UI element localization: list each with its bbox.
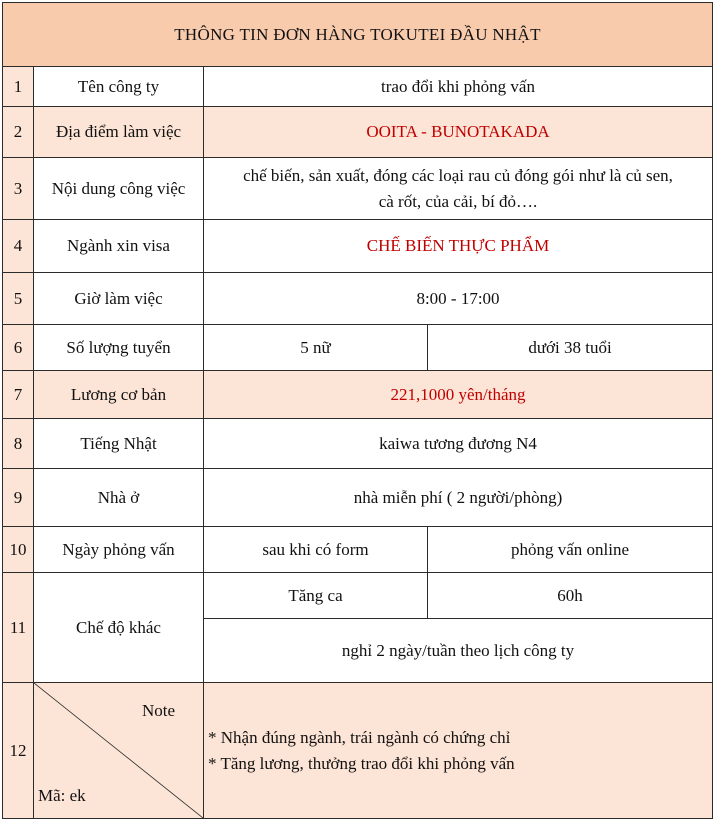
row-number: 7 xyxy=(3,371,34,419)
value-days-off: nghỉ 2 ngày/tuần theo lịch công ty xyxy=(204,619,713,683)
label-interview-date: Ngày phỏng vấn xyxy=(34,527,204,573)
label-housing: Nhà ở xyxy=(34,469,204,527)
label-working-hours: Giờ làm việc xyxy=(34,273,204,325)
label-work-location: Địa điểm làm việc xyxy=(34,107,204,158)
row-number: 9 xyxy=(3,469,34,527)
row-number: 6 xyxy=(3,325,34,371)
note-content xyxy=(204,683,713,819)
job-content-line-2: cà rốt, của cải, bí đỏ…. xyxy=(378,191,538,211)
row-number: 2 xyxy=(3,107,34,158)
code-label: Mã: ek xyxy=(38,786,86,805)
value-base-salary: 221,1000 yên/tháng xyxy=(204,371,713,419)
value-japanese-level: kaiwa tương đương N4 xyxy=(204,419,713,469)
note-line-1: * Nhận đúng ngành, trái ngành có chứng chỉ xyxy=(208,727,511,747)
label-visa-field: Ngành xin visa xyxy=(34,220,204,273)
value-company: trao đổi khi phỏng vấn xyxy=(204,67,713,107)
row-number: 4 xyxy=(3,220,34,273)
label-job-content: Nội dung công việc xyxy=(34,158,204,220)
row-number: 3 xyxy=(3,158,34,220)
note-label: Note xyxy=(141,701,175,720)
value-recruit-count: 5 nữ xyxy=(204,325,428,371)
label-japanese-level: Tiếng Nhật xyxy=(34,419,204,469)
label-company: Tên công ty xyxy=(34,67,204,107)
value-age-limit: dưới 38 tuổi xyxy=(428,325,713,371)
label-base-salary: Lương cơ bản xyxy=(34,371,204,419)
label-recruit-count: Số lượng tuyển xyxy=(34,325,204,371)
value-working-hours: 8:00 - 17:00 xyxy=(204,273,713,325)
row-number: 8 xyxy=(3,419,34,469)
row-number: 5 xyxy=(3,273,34,325)
row-number: 11 xyxy=(3,573,34,683)
value-work-location: OOITA - BUNOTAKADA xyxy=(204,107,713,158)
value-visa-field: CHẾ BIẾN THỰC PHẨM xyxy=(204,220,713,273)
label-other-benefits: Chế độ khác xyxy=(34,573,204,683)
value-overtime-hours: 60h xyxy=(428,573,713,619)
job-content-line-1: chế biến, sản xuất, đóng các loại rau củ đóng gói như là củ sen, xyxy=(243,165,673,185)
value-housing: nhà miễn phí ( 2 người/phòng) xyxy=(204,469,713,527)
note-line-2: * Tăng lương, thưởng trao đổi khi phỏng vấn xyxy=(208,753,515,773)
row-number: 12 xyxy=(3,683,34,819)
value-overtime-label: Tăng ca xyxy=(204,573,428,619)
value-job-content xyxy=(204,158,713,220)
note-header-cell xyxy=(34,683,204,819)
order-info-table xyxy=(2,2,713,819)
row-number: 10 xyxy=(3,527,34,573)
value-interview-date: sau khi có form xyxy=(204,527,428,573)
row-number: 1 xyxy=(3,67,34,107)
value-interview-type: phỏng vấn online xyxy=(428,527,713,573)
page-title: THÔNG TIN ĐƠN HÀNG TOKUTEI ĐẦU NHẬT xyxy=(3,3,713,67)
